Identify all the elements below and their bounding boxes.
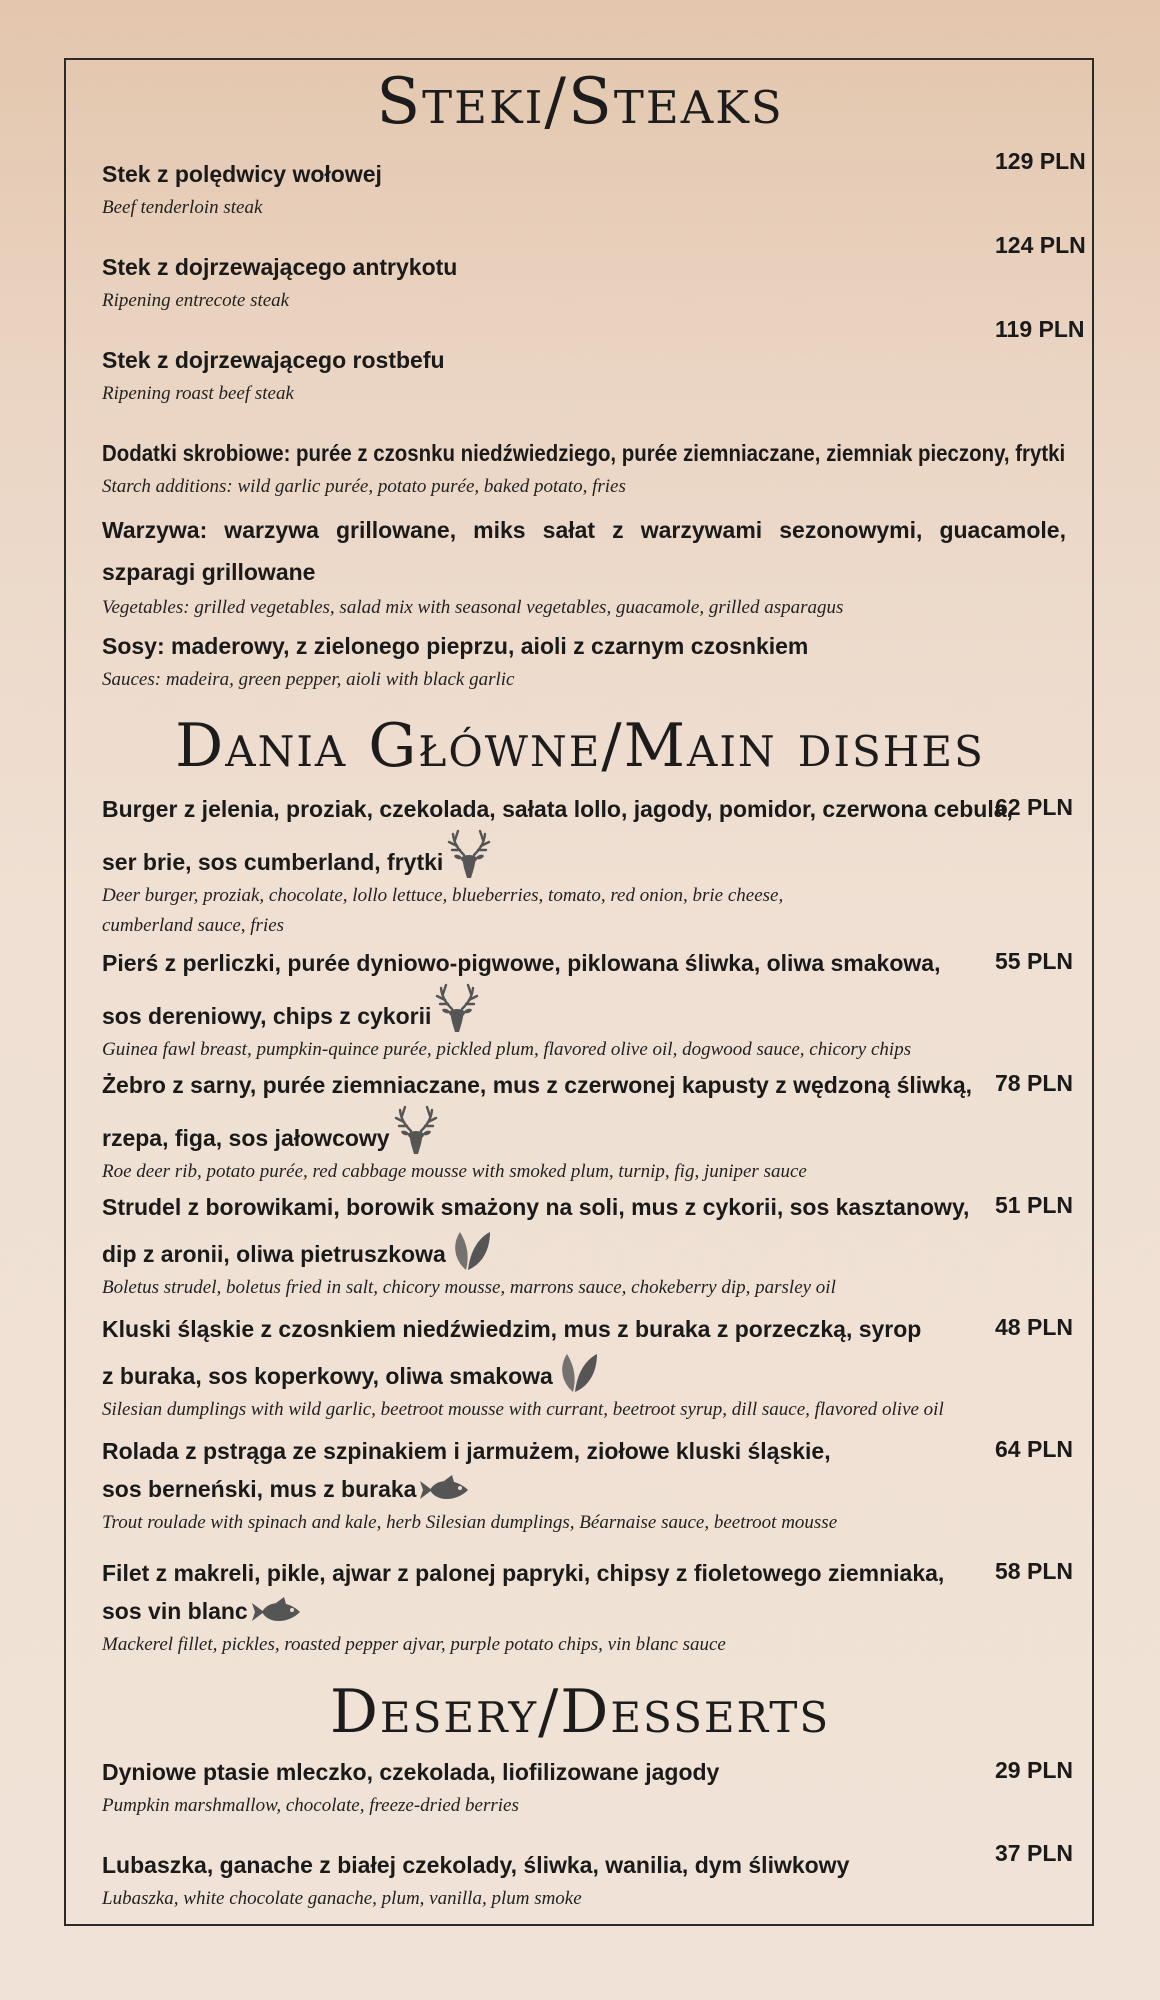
menu-item-steak-3 xyxy=(102,341,445,409)
item-english: Mackerel fillet, pickles, roasted pepper ajvar, purple potato chips, vin blanc sauce xyxy=(102,1634,726,1655)
item-name: Stek z polędwicy wołowej xyxy=(102,161,382,187)
extras-english: Sauces: madeira, green pepper, aioli with black garlic xyxy=(102,669,515,690)
item-name: Dyniowe ptasie mleczko, czekolada, liofilizowane jagody xyxy=(102,1759,720,1785)
extras-text: Sosy: maderowy, z zielonego pieprzu, aioli z czarnym czosnkiem xyxy=(102,633,809,659)
item-name-line2 xyxy=(102,1226,969,1273)
item-english-line2: cumberland sauce, fries xyxy=(102,915,285,936)
item-name-line1: Rolada z pstrąga ze szpinakiem i jarmużem, ziołowe kluski śląskie, xyxy=(102,1438,831,1464)
menu-item-main-1 xyxy=(102,790,1013,941)
deer-icon xyxy=(433,982,481,1034)
item-english: Beef tenderloin steak xyxy=(102,197,263,218)
item-english: Lubaszka, white chocolate ganache, plum, vanilla, plum smoke xyxy=(102,1888,582,1909)
item-english: Roe deer rib, potato purée, red cabbage mousse with smoked plum, turnip, fig, juniper sauce xyxy=(102,1161,807,1182)
item-price: 58 PLN xyxy=(995,1558,1073,1584)
item-price: 51 PLN xyxy=(995,1192,1073,1218)
extras-english: Starch additions: wild garlic purée, potato purée, baked potato, fries xyxy=(102,476,626,497)
item-name: Stek z dojrzewającego antrykotu xyxy=(102,254,458,280)
menu-item-steak-1 xyxy=(102,155,382,223)
item-english: Silesian dumplings with wild garlic, beetroot mousse with currant, beetroot syrup, dill sauce, flavored olive oil xyxy=(102,1399,944,1420)
steak-extras-starch xyxy=(102,434,1160,502)
item-price: 29 PLN xyxy=(995,1757,1073,1783)
item-price: 129 PLN xyxy=(995,148,1086,174)
item-price: 64 PLN xyxy=(995,1436,1073,1462)
item-english: Ripening entrecote steak xyxy=(102,290,290,311)
steak-extras-vegetables xyxy=(102,509,1066,623)
leaf-icon xyxy=(448,1226,492,1272)
extras-text: Dodatki skrobiowe: purée z czosnku niedźwiedziego, purée ziemniaczane, ziemniak pieczony, frytki xyxy=(102,440,1066,466)
item-price: 78 PLN xyxy=(995,1070,1073,1096)
item-name-line2-text: ser brie, sos cumberland, frytki xyxy=(102,849,444,875)
menu-item-main-4 xyxy=(102,1188,969,1303)
menu-item-main-7 xyxy=(102,1554,944,1660)
item-name-line2 xyxy=(102,1470,837,1508)
item-name: Stek z dojrzewającego rostbefu xyxy=(102,347,445,373)
item-price: 119 PLN xyxy=(995,316,1085,342)
item-english: Trout roulade with spinach and kale, herb Silesian dumplings, Béarnaise sauce, beetroot mousse xyxy=(102,1512,838,1533)
extras-text: Warzywa: warzywa grillowane, miks sałat z warzywami sezonowymi, guacamole, szparagi grillowane xyxy=(102,517,1066,585)
item-name-line1: Strudel z borowikami, borowik smażony na soli, mus z cykorii, sos kasztanowy, xyxy=(102,1194,970,1220)
deer-icon xyxy=(445,828,493,880)
item-name-line1: Filet z makreli, pikle, ajwar z palonej papryki, chipsy z fioletowego ziemniaka, xyxy=(102,1560,945,1586)
steak-extras-sauces xyxy=(102,627,808,695)
item-english: Deer burger, proziak, chocolate, lollo lettuce, blueberries, tomato, red onion, brie cheese, xyxy=(102,885,784,906)
menu-item-dessert-1 xyxy=(102,1753,719,1821)
item-name-line1: Żebro z sarny, purée ziemniaczane, mus z czerwonej kapusty z wędzoną śliwką, xyxy=(102,1072,973,1098)
item-price: 124 PLN xyxy=(995,232,1086,258)
menu-item-main-6 xyxy=(102,1432,837,1538)
item-name-line1: Pierś z perliczki, purée dyniowo-pigwowe, piklowana śliwka, oliwa smakowa, xyxy=(102,950,941,976)
fish-icon xyxy=(250,1595,304,1629)
extras-english: Vegetables: grilled vegetables, salad mix with seasonal vegetables, guacamole, grilled asparagus xyxy=(102,597,844,618)
item-name-line2 xyxy=(102,1592,944,1630)
item-price: 62 PLN xyxy=(995,794,1073,820)
section-title-mains: Dania Główne/Main dishes xyxy=(175,711,985,781)
item-name-line2-text: dip z aronii, oliwa pietruszkowa xyxy=(102,1241,446,1267)
section-title-desserts: Desery/Desserts xyxy=(329,1677,831,1747)
item-name-line2-text: sos berneński, mus z buraka xyxy=(102,1476,417,1502)
item-price: 37 PLN xyxy=(995,1840,1073,1866)
item-name-line2-text: sos vin blanc xyxy=(102,1598,248,1624)
deer-icon xyxy=(392,1104,440,1156)
item-english: Pumpkin marshmallow, chocolate, freeze-dried berries xyxy=(102,1795,519,1816)
section-title-steaks: Steki/Steaks xyxy=(376,65,784,139)
item-name-line1: Kluski śląskie z czosnkiem niedźwiedzim, mus z buraka z porzeczką, syrop xyxy=(102,1316,922,1342)
leaf-icon xyxy=(555,1348,599,1394)
item-name-line2 xyxy=(102,828,1013,881)
item-english: Guinea fawl breast, pumpkin-quince purée, pickled plum, flavored olive oil, dogwood sauce, chicory chips xyxy=(102,1039,912,1060)
menu-item-steak-2 xyxy=(102,248,457,316)
item-price: 48 PLN xyxy=(995,1314,1073,1340)
item-name-line2 xyxy=(102,1348,944,1395)
item-english: Boletus strudel, boletus fried in salt, chicory mousse, marrons sauce, chokeberry dip, parsley oil xyxy=(102,1277,836,1298)
item-name-line2-text: rzepa, figa, sos jałowcowy xyxy=(102,1125,390,1151)
item-name-line2-text: z buraka, sos koperkowy, oliwa smakowa xyxy=(102,1363,553,1389)
item-english: Ripening roast beef steak xyxy=(102,383,294,404)
item-price: 55 PLN xyxy=(995,948,1073,974)
item-name: Lubaszka, ganache z białej czekolady, śliwka, wanilia, dym śliwkowy xyxy=(102,1852,850,1878)
item-name-line2 xyxy=(102,982,940,1035)
fish-icon xyxy=(418,1473,472,1507)
menu-item-main-5 xyxy=(102,1310,944,1425)
menu-item-main-2 xyxy=(102,944,940,1065)
menu-item-dessert-2 xyxy=(102,1846,849,1914)
item-name-line2-text: sos dereniowy, chips z cykorii xyxy=(102,1003,432,1029)
item-name-line1: Burger z jelenia, proziak, czekolada, sałata lollo, jagody, pomidor, czerwona cebula, xyxy=(102,796,1013,822)
menu-item-main-3 xyxy=(102,1066,972,1187)
item-name-line2 xyxy=(102,1104,972,1157)
